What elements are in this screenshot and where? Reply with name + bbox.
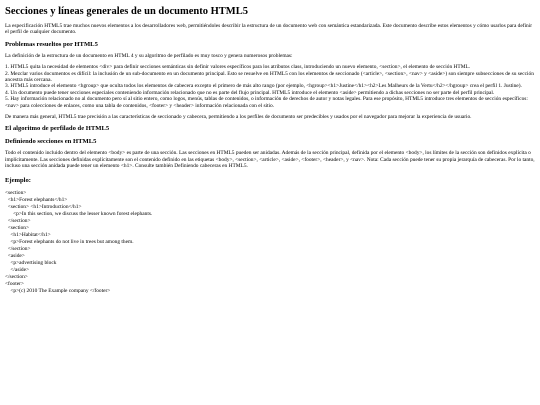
algorithm-paragraph: Todo el contenido incluido dentro del elemento <body> es parte de una sección. Las secciones en HTML5 pueden ser anidadas. Además de la sección principal, definida por el elemento <body>, los límites de la sección son definidos explícita o implícitamente. Las secciones definidas explícitamente son el contenido definido en las etiquetas <body>, <section>, <article>, <aside>, <footer>, <header>, y <nav>. Nota: Cada sección puede tener su propia jerarquía de cabeceras. Por lo tanto, incluso una sección anidada puede tener un elemento <h1>. Consulte también Definiendo cabeceras en HTML5.	[5, 150, 535, 170]
subsection-heading-defining-sections: Definiendo secciones en HTML5	[5, 138, 97, 146]
problems-summary-paragraph: De manera más general, HTML5 trae precisión a las características de seccionado y cabecera, permitiendo a los perfiles de documento ser predecibles y usados por el navegador para mejorar la experiencia de usuario.	[5, 114, 472, 121]
list-item: 4. Un documento puede tener secciones especiales conteniendo información relacionado que no es parte del flujo principal. HTML5 introduce el elemento <aside> permitiendo a dichas secciones no ser parte del perfil principal.	[5, 89, 495, 96]
list-item: 3. HTML5 introduce el elemento <hgroup> que oculta todos los elementos de cabecera excepto el primero de más alto rango (por ejemplo, <hgroup><h1>Justine</h1><h2>Les Malheurs de la Vertu</h2></hgroup> crea el perfil 1. Justine).	[5, 83, 522, 90]
example-heading: Ejemplo:	[5, 176, 32, 184]
list-item: 1. HTML5 quita la necesidad de elementos <div> para definir secciones semánticas sin definir valores específicos para los atributos class, introduciendo un nuevo elemento, <section>, el elemento de sección HTML.	[5, 64, 471, 71]
list-item: 2. Mezclar varios documentos es difícil: la inclusión de un sub-documento en un documento principal. Esto se resuelve en HTML5 con los elementos de seccionado (<article>, <section>, <nav> y <aside>) son siempre subsecciones de su sección ancestra más cercana.	[5, 70, 534, 84]
example-block	[5, 177, 535, 296]
page-title: Secciones y líneas generales de un documento HTML5	[5, 6, 248, 17]
section-heading-algorithm: El algoritmo de perfilado de HTML5	[5, 125, 110, 133]
list-item: 5. Hay información relacionado no al documento pero sí al sitio entero, como logos, menús, tablas de contenidos, o información de derechos de autor y notas legales. Para ese propósito, HTML5 introduce tres elementos de sección específicos: <nav> para colecciones de enlaces, como una tabla de contenidos, <footer> y <header> información relacionada con el sitio.	[5, 96, 528, 109]
intro-paragraph: La especificación HTML5 trae muchos nuevos elementos a los desarrolladores web, permitiéndoles describir la estructura de un documento web con semántica estandarizada. Este documento describe estos elementos y cómo usarlos para definir el perfil de cualquier documento.	[5, 23, 533, 36]
code-example: <section> <h1>Forest elephants</h1> <section> <h1>Introduction</h1> <p>In this section, we discuss the lesser known forest elephants. </section> <section> <h1>Habitat</h1> <p>Forest elephants do not live in trees but among them. </section> <aside> <p>advertising block </aside> </section> <footer> <p>(c) 2010 The Example company </footer>	[5, 189, 153, 295]
section-heading-problems: Problemas resueltos por HTML5	[5, 40, 98, 48]
problems-list	[5, 64, 535, 109]
problems-lead-paragraph: La definición de la estructura de un documento en HTML 4 y su algoritmo de perfilado es muy tosco y genera numerosos problemas:	[5, 52, 293, 59]
